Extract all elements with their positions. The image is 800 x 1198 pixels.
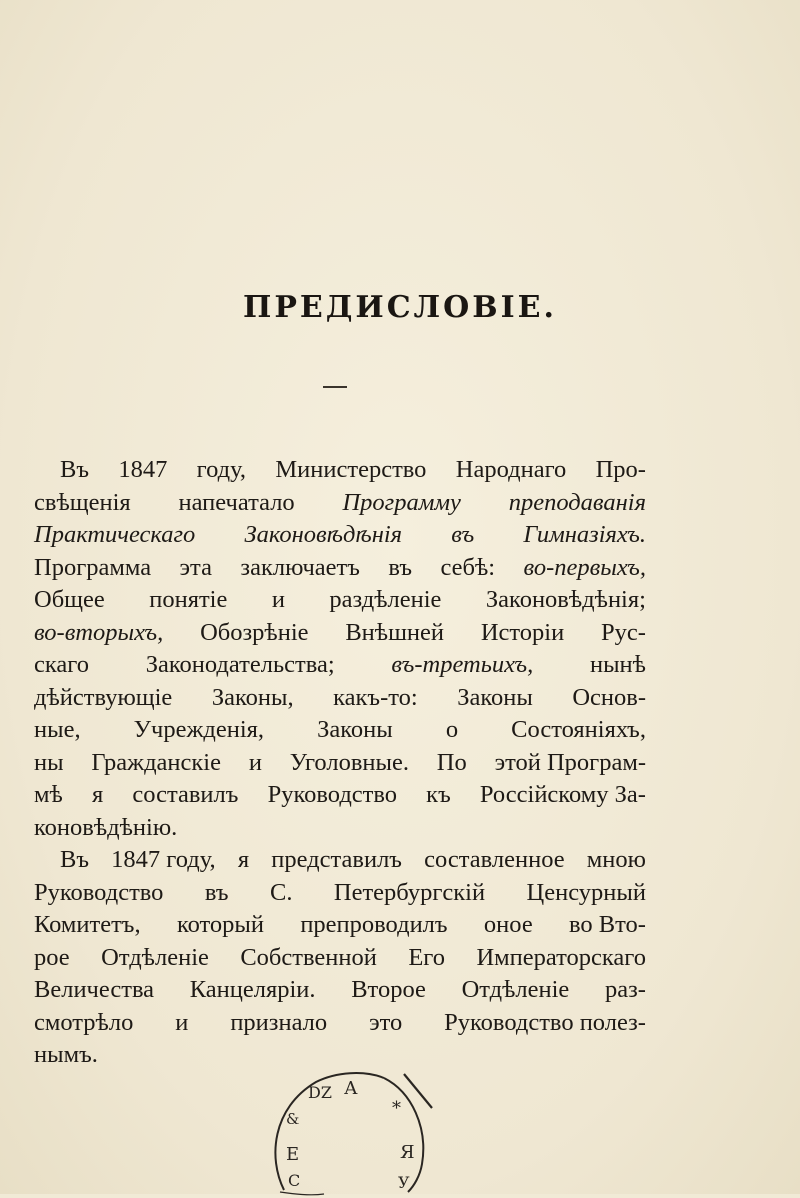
text-line: ны Гражданскіе и Уголовные. По этой Програм- bbox=[34, 748, 646, 776]
stamp-letter: & bbox=[286, 1110, 300, 1128]
text-line: во-вторыхъ, Обозрѣніе Внѣшней Исторіи Рус- bbox=[34, 618, 646, 646]
text-line: Комитетъ, который препроводилъ оное во Вто- bbox=[34, 911, 646, 938]
stamp-letter: А bbox=[344, 1078, 358, 1099]
text-line: Руководство въ С. Петербургскій Ценсурный bbox=[34, 878, 646, 906]
text-line: Въ 1847 году, Министерство Народнаго Про- bbox=[60, 456, 646, 483]
text-line: свѣщенія напечатало Программу преподаванія bbox=[34, 488, 646, 516]
text-line: скаго Законодательства; въ-третьихъ, нынѣ bbox=[34, 651, 646, 678]
preface-text bbox=[34, 454, 646, 1072]
text-line: мѣ я составилъ Руководство къ Россійскому За- bbox=[34, 781, 646, 808]
library-stamp bbox=[264, 1068, 436, 1198]
text-line: коновѣдѣнію. bbox=[34, 813, 178, 841]
stamp-letter: Ǳ bbox=[308, 1083, 332, 1102]
stamp-letter: Я bbox=[400, 1142, 415, 1163]
title-divider bbox=[323, 386, 347, 388]
page-title: ПРЕДИСЛОВІЕ. bbox=[242, 290, 557, 325]
stamp-letter: Е bbox=[286, 1144, 300, 1165]
text-line: Величества Канцеляріи. Второе Отдѣленіе раз- bbox=[34, 976, 646, 1003]
text-line: Практическаго Законовѣдѣнія въ Гимназіяхъ. bbox=[34, 521, 646, 548]
text-line: Общее понятіе и раздѣленіе Законовѣдѣнія; bbox=[34, 586, 646, 613]
text-line: Программа эта заключаетъ въ себѣ: во-первыхъ, bbox=[34, 553, 646, 581]
stamp-letter: С bbox=[288, 1171, 301, 1190]
text-line: нымъ. bbox=[34, 1041, 98, 1068]
text-line: дѣйствующіе Законы, какъ-то: Законы Основ- bbox=[34, 683, 646, 711]
text-line: Въ 1847 году, я представилъ составленное мною bbox=[60, 846, 646, 873]
text-line: смотрѣло и признало это Руководство полез- bbox=[34, 1008, 646, 1036]
stamp-star: * bbox=[392, 1098, 401, 1119]
text-line: ные, Учрежденія, Законы о Состояніяхъ, bbox=[34, 716, 646, 743]
text-line: рое Отдѣленіе Собственной Его Императорскаго bbox=[34, 943, 646, 971]
stamp-letter: У bbox=[398, 1173, 410, 1192]
